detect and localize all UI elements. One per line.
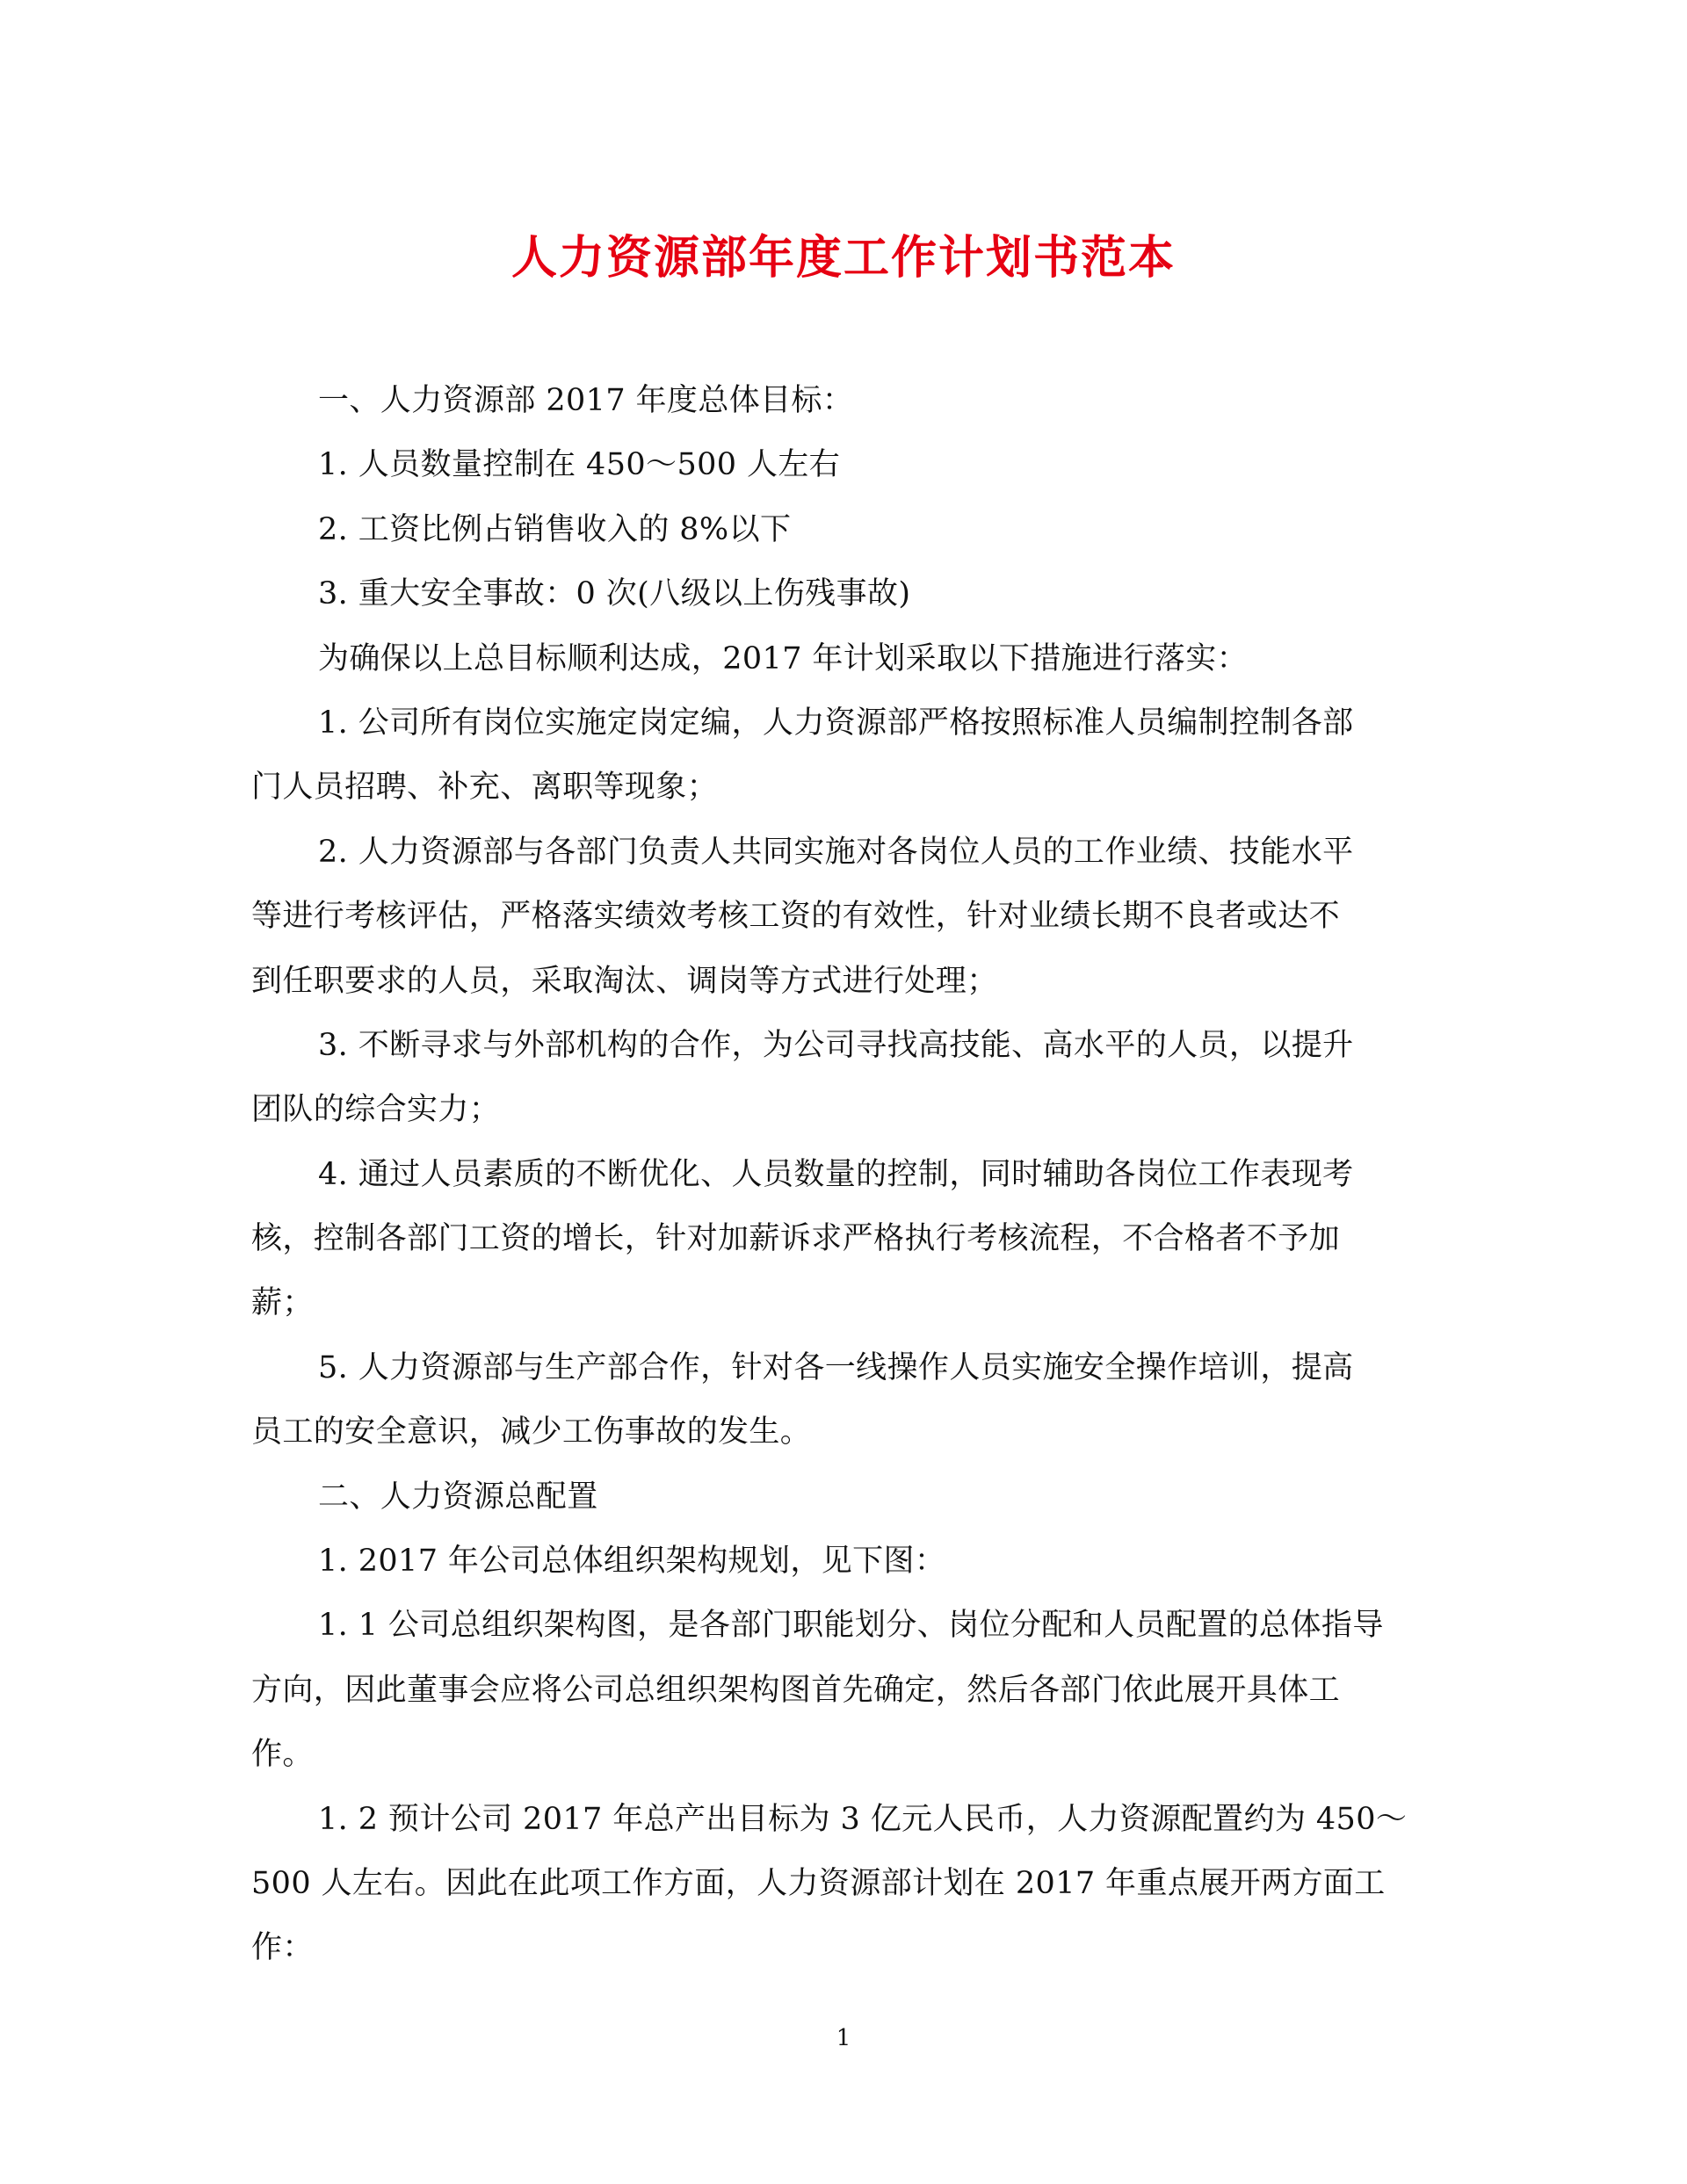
text-line: 员工的安全意识，减少工伤事故的发生。	[251, 1414, 812, 1450]
paragraph	[251, 433, 1433, 497]
paragraph	[251, 1788, 1433, 1981]
paragraph	[251, 821, 1433, 1014]
paragraph	[251, 562, 1433, 626]
page-number: 1	[836, 2025, 851, 2051]
text-line: 团队的综合实力；	[251, 1092, 501, 1128]
text-line: 核，控制各部门工资的增长，针对加薪诉求严格执行考核流程，不合格者不予加	[251, 1221, 1341, 1257]
paragraph	[251, 691, 1433, 821]
text-line: 1. 2017 年公司总体组织架构规划，见下图：	[318, 1544, 946, 1580]
text-line: 3. 不断寻求与外部机构的合作，为公司寻找高技能、高水平的人员，以提升	[318, 1027, 1354, 1063]
text-line: 500 人左右。因此在此项工作方面，人力资源部计划在 2017 年重点展开两方面工	[251, 1865, 1386, 1901]
text-line: 作：	[251, 1930, 314, 1966]
text-line: 作。	[251, 1737, 314, 1773]
text-line: 1. 公司所有岗位实施定岗定编，人力资源部严格按照标准人员编制控制各部	[318, 705, 1354, 741]
text-line: 2. 人力资源部与各部门负责人共同实施对各岗位人员的工作业绩、技能水平	[318, 834, 1354, 870]
text-line: 二、人力资源总配置	[318, 1479, 598, 1515]
text-line: 到任职要求的人员，采取淘汰、调岗等方式进行处理；	[251, 963, 998, 999]
paragraph	[251, 1594, 1433, 1787]
paragraph	[251, 369, 1433, 433]
text-line: 5. 人力资源部与生产部合作，针对各一线操作人员实施安全操作培训，提高	[318, 1349, 1354, 1385]
text-line: 方向，因此董事会应将公司总组织架构图首先确定，然后各部门依此展开具体工	[251, 1672, 1341, 1708]
paragraph	[251, 1336, 1433, 1465]
text-line: 为确保以上总目标顺利达成，2017 年计划采取以下措施进行落实：	[318, 640, 1248, 676]
document-title: 人力资源部年度工作计划书范本	[510, 231, 1176, 285]
text-line: 门人员招聘、补充、离职等现象；	[251, 770, 719, 806]
text-line: 薪；	[251, 1285, 314, 1321]
paragraph	[251, 498, 1433, 562]
text-line: 3. 重大安全事故：0 次(八级以上伤残事故)	[318, 576, 911, 612]
paragraph	[251, 1143, 1433, 1336]
text-line: 1. 2 预计公司 2017 年总产出目标为 3 亿元人民币，人力资源配置约为 450～	[318, 1801, 1408, 1837]
paragraph	[251, 1465, 1433, 1530]
paragraph	[251, 1530, 1433, 1594]
text-line: 等进行考核评估，严格落实绩效考核工资的有效性，针对业绩长期不良者或达不	[251, 899, 1341, 935]
text-line: 一、人力资源部 2017 年度总体目标：	[318, 383, 854, 418]
text-line: 2. 工资比例占销售收入的 8%以下	[318, 511, 792, 547]
paragraph	[251, 1014, 1433, 1143]
document-body	[251, 369, 1433, 1981]
text-line: 4. 通过人员素质的不断优化、人员数量的控制，同时辅助各岗位工作表现考	[318, 1156, 1354, 1192]
text-line: 1. 人员数量控制在 450～500 人左右	[318, 447, 841, 483]
paragraph	[251, 627, 1433, 691]
text-line: 1. 1 公司总组织架构图，是各部门职能划分、岗位分配和人员配置的总体指导	[318, 1608, 1384, 1644]
